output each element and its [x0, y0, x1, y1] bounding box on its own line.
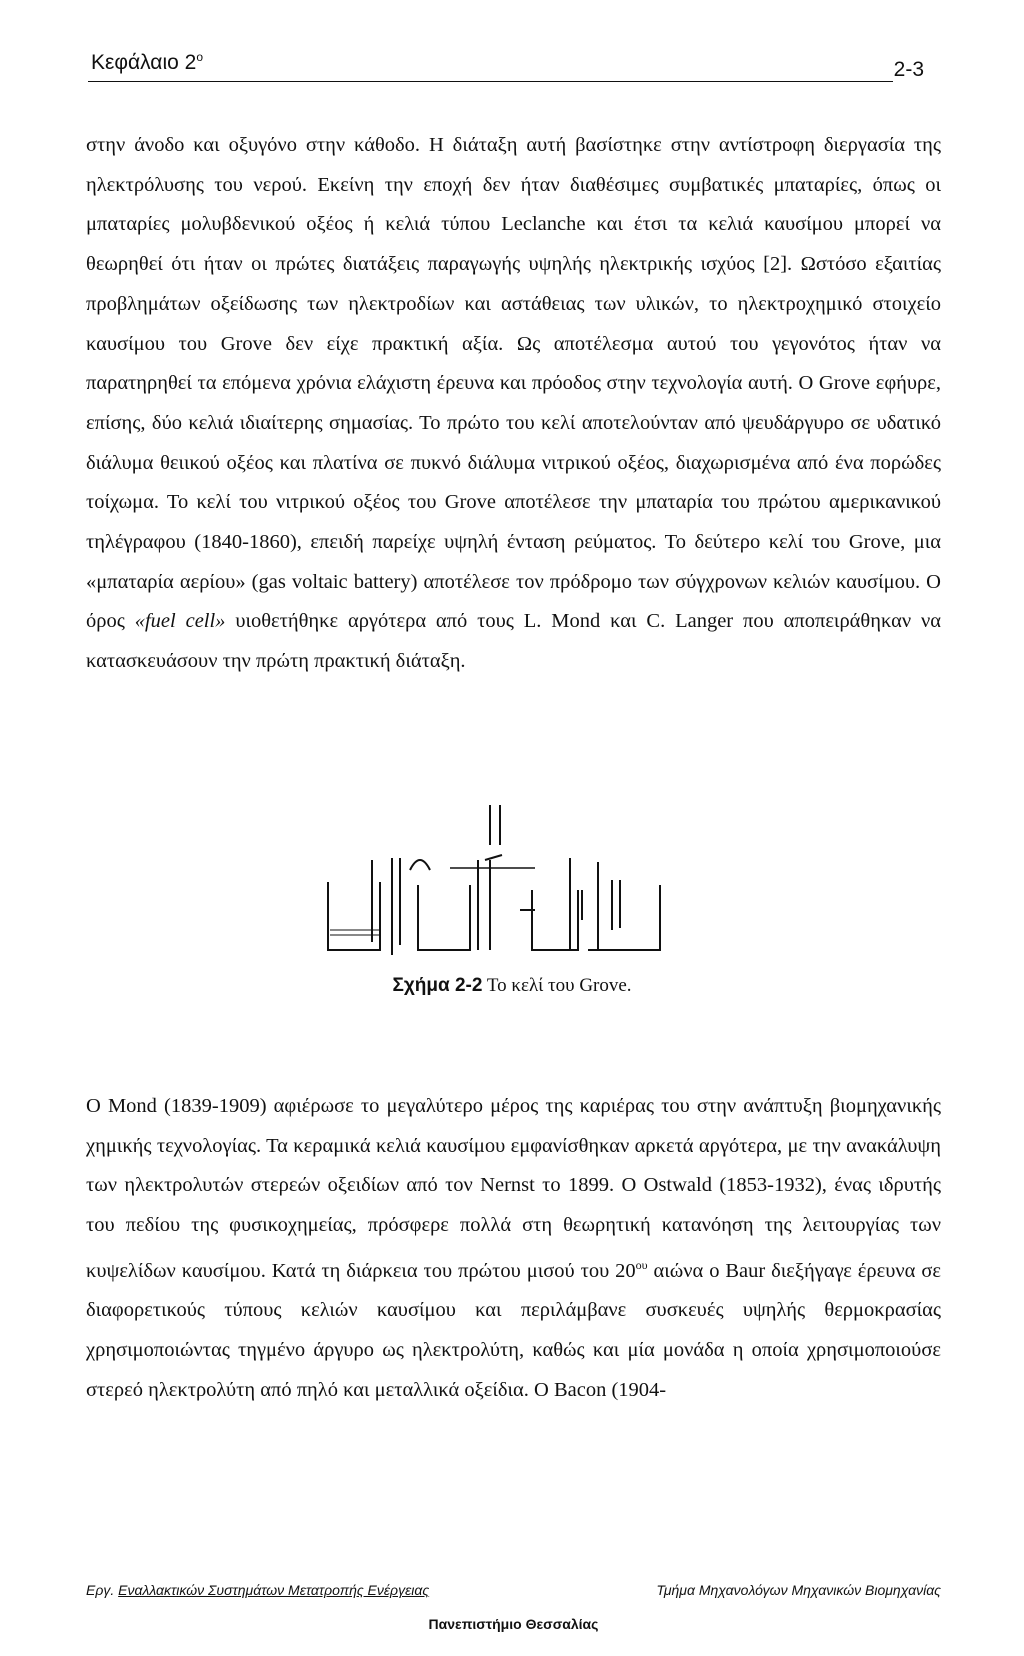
footer-department: Τμήμα Μηχανολόγων Μηχανικών Βιομηχανίας	[656, 1582, 941, 1598]
header-rule	[88, 81, 893, 82]
figure-caption	[0, 975, 1024, 997]
footer-lab-name: Εργ. Εναλλακτικών Συστημάτων Μετατροπής Ενέργειας	[86, 1582, 430, 1598]
page-header	[88, 50, 924, 82]
figure-caption-text: Το κελί του Grove.	[486, 975, 632, 996]
paragraph-2: Ο Mond (1839-1909) αφιέρωσε το μεγαλύτερο μέρος της καριέρας του στην ανάπτυξη βιομηχανικής χημικής τεχνολογίας. Τα κεραμικά κελιά καυσίμου εμφανίσθηκαν αρκετά αργότερα, με την ανακάλυψη των ηλεκτρολυτών στερεών οξειδίων από τον Nernst το 1899. Ο Ostwald (1853-1932), ένας ιδρυτής του πεδίου της φυσικοχημείας, πρόσφερε πολλά στη θεωρητική κατανόηση της λειτουργίας των κυψελίδων καυσίμου. Κατά τη διάρκεια του πρώτου μισού του $20^{o\upsilon}$ αιώνα ο Baur διεξήγαγε έρευνα σε διαφορετικούς τύπους κελιών καυσίμου και περιλάμβανε συσκευές υψηλής θερμοκρασίας χρησιμοποιώντας τηγμένο άργυρο ως ηλεκτρολύτη, καθώς και μία μονάδα η οποία χρησιμοποιούσε στερεό ηλεκτρολύτη από πηλό και μεταλλικά οξείδια. Ο Bacon (1904-	[86, 1095, 941, 1401]
chapter-title: Κεφάλαιο $2^o$	[91, 50, 203, 74]
figure-label: Σχήμα 2-2	[392, 975, 483, 996]
grove-cell-figure	[320, 800, 700, 970]
page-number: 2-3	[893, 58, 924, 81]
grove-cell-diagram	[320, 800, 700, 970]
fuel-cell-term: «fuel cell»	[134, 610, 226, 633]
footer-university: Πανεπιστήμιο Θεσσαλίας	[428, 1616, 599, 1632]
paragraph-1: στην άνοδο και οξυγόνο στην κάθοδο. Η διάταξη αυτή βασίστηκε στην αντίστροφη διεργασία της ηλεκτρόλυσης του νερού. Εκείνη την εποχή δεν ήταν διαθέσιμες συμβατικές μπαταρίες, όπως οι μπαταρίες μολυβδενικού οξέος ή κελιά τύπου Leclanche και έτσι τα κελιά καυσίμου μπορεί να θεωρηθεί ότι ήταν οι πρώτες διατάξεις παραγωγής υψηλής ηλεκτρικής ισχύος [2]. Ωστόσο εξαιτίας προβλημάτων οξείδωσης των ηλεκτροδίων και αστάθειας των υλικών, το ηλεκτροχημικό στοιχείο καυσίμου του Grove δεν είχε πρακτική αξία. Ως αποτέλεσμα αυτού του γεγονότος ήταν να παρατηρηθεί τα επόμενα χρόνια ελάχιστη έρευνα και πρόοδος στην τεχνολογία αυτή. Ο Grove εφήυρε, επίσης, δύο κελιά ιδιαίτερης σημασίας. Το πρώτο του κελί αποτελούνταν από ψευδάργυρο σε υδατικό διάλυμα θειικού οξέος και πλατίνα σε πυκνό διάλυμα νιτρικού οξέος, διαχωρισμένα από ένα πορώδες τοίχωμα. Το κελί του νιτρικού οξέος του Grove αποτέλεσε την μπαταρία του πρώτου αμερικανικού τηλέγραφου (1840-1860), επειδή παρείχε υψηλή ένταση ρεύματος. Το δεύτερο κελί του Grove, μια «μπαταρία αερίου» (gas voltaic battery) αποτέλεσε τον πρόδρομο των σύγχρονων κελιών καυσίμου. Ο όρος «fuel cell» υιοθετήθηκε αργότερα από τους L. Mond και C. Langer που αποπειράθηκαν να κατασκευάσουν την πρώτη πρακτική διάταξη.	[86, 134, 941, 673]
